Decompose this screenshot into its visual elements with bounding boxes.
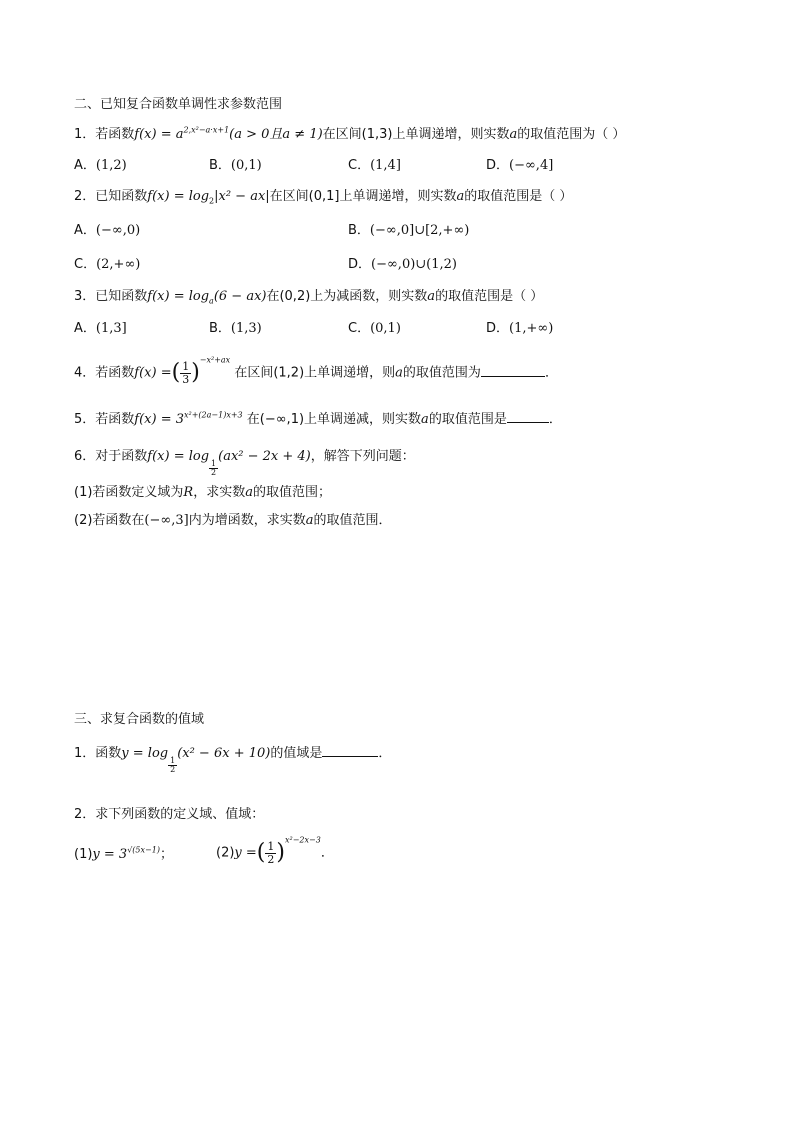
q1-condition: (a > 0且a ≠ 1)	[229, 127, 323, 142]
question-4: 4．若函数f(x) =( $\frac{1}{3}$ )$^{-x^2+ax}$ 在区间(1,2)上单调递增，则a的取值范围为 ．	[74, 355, 558, 386]
q6-part-1: (1)若函数定义域为R，求实数a的取值范围；	[74, 485, 332, 500]
q1-function: f(x) = a	[134, 127, 184, 142]
section-3-question-1: 1．函数y = log $\frac{1}{2}$ (x² − 6x + 10)的值域是 ．	[74, 746, 392, 774]
section-2-title: 二、已知复合函数单调性求参数范围	[74, 97, 283, 112]
question-6: 6．对于函数f(x) = log $\frac{1}{2}$ (ax² − 2x + 4)，解答下列问题：	[74, 449, 415, 477]
section-3-title: 三、求复合函数的值域	[74, 712, 205, 727]
q3-option-d[interactable]: D．(1,+∞)	[486, 321, 554, 336]
s3q1-answer-blank[interactable]	[322, 744, 378, 757]
q4-answer-blank[interactable]	[481, 364, 545, 377]
q5-answer-blank[interactable]	[507, 410, 549, 423]
q1-exponent: 2,x²−a·x+1	[183, 125, 230, 135]
q2-option-d[interactable]: D．(−∞,0)∪(1,2)	[348, 257, 457, 272]
q2-option-c[interactable]: C．(2,+∞)	[74, 257, 141, 272]
q1-variable: a	[509, 127, 518, 142]
question-2: 2．已知函数$f(x) = \log_2|x^2 - ax|$在区间(0,1]上单调递增，则实数a的取值范围是（ ）	[74, 189, 573, 206]
s3q1-base-fraction: $\frac{1}{2}$	[170, 756, 176, 774]
q1-prefix: 1．若函数	[74, 127, 135, 142]
q2-option-a[interactable]: A．(−∞,0)	[74, 223, 141, 238]
q1-tail: 的取值范围为（ ）	[517, 127, 626, 142]
s3q2-part-2: (2)y =( $\frac{1}{2}$ )$^{x^2-2x-3}$．	[216, 835, 334, 866]
q1-option-b[interactable]: B．(0,1)	[209, 158, 262, 173]
q1-option-d[interactable]: D．(−∞,4]	[486, 158, 554, 173]
q1-body: 在区间(1,3)上单调递增，则实数	[322, 127, 510, 142]
section-3-question-2: 2．求下列函数的定义域、值域：	[74, 807, 265, 822]
q4-fraction: $\frac{1}{3}$	[182, 359, 190, 386]
q3-option-a[interactable]: A．(1,3]	[74, 321, 127, 336]
q1-option-c[interactable]: C．(1,4]	[348, 158, 401, 173]
q6-base-fraction: $\frac{1}{2}$	[211, 459, 217, 477]
q1-option-a[interactable]: A．(1,2)	[74, 158, 127, 173]
question-1	[74, 126, 625, 144]
q3-option-c[interactable]: C．(0,1)	[348, 321, 401, 336]
q3-option-b[interactable]: B．(1,3)	[209, 321, 262, 336]
s3q2-fraction: $\frac{1}{2}$	[267, 839, 275, 866]
question-5: 5．若函数$f(x) = 3^{x^2+(2a-1)x+3}$ 在(−∞,1)上单调递减，则实数a的取值范围是 ．	[74, 410, 562, 427]
question-3: 3．已知函数$f(x) = \log_a(6 - ax)$在(0,2)上为减函数，则实数a的取值范围是（ ）	[74, 289, 544, 306]
q6-part-2: (2)若函数在(−∞,3]内为增函数，求实数a的取值范围．	[74, 513, 392, 528]
q2-option-b[interactable]: B．(−∞,0]∪[2,+∞)	[348, 223, 470, 238]
s3q2-part-1: $(1)y = 3^{√(5x-1)}$；	[74, 845, 173, 862]
